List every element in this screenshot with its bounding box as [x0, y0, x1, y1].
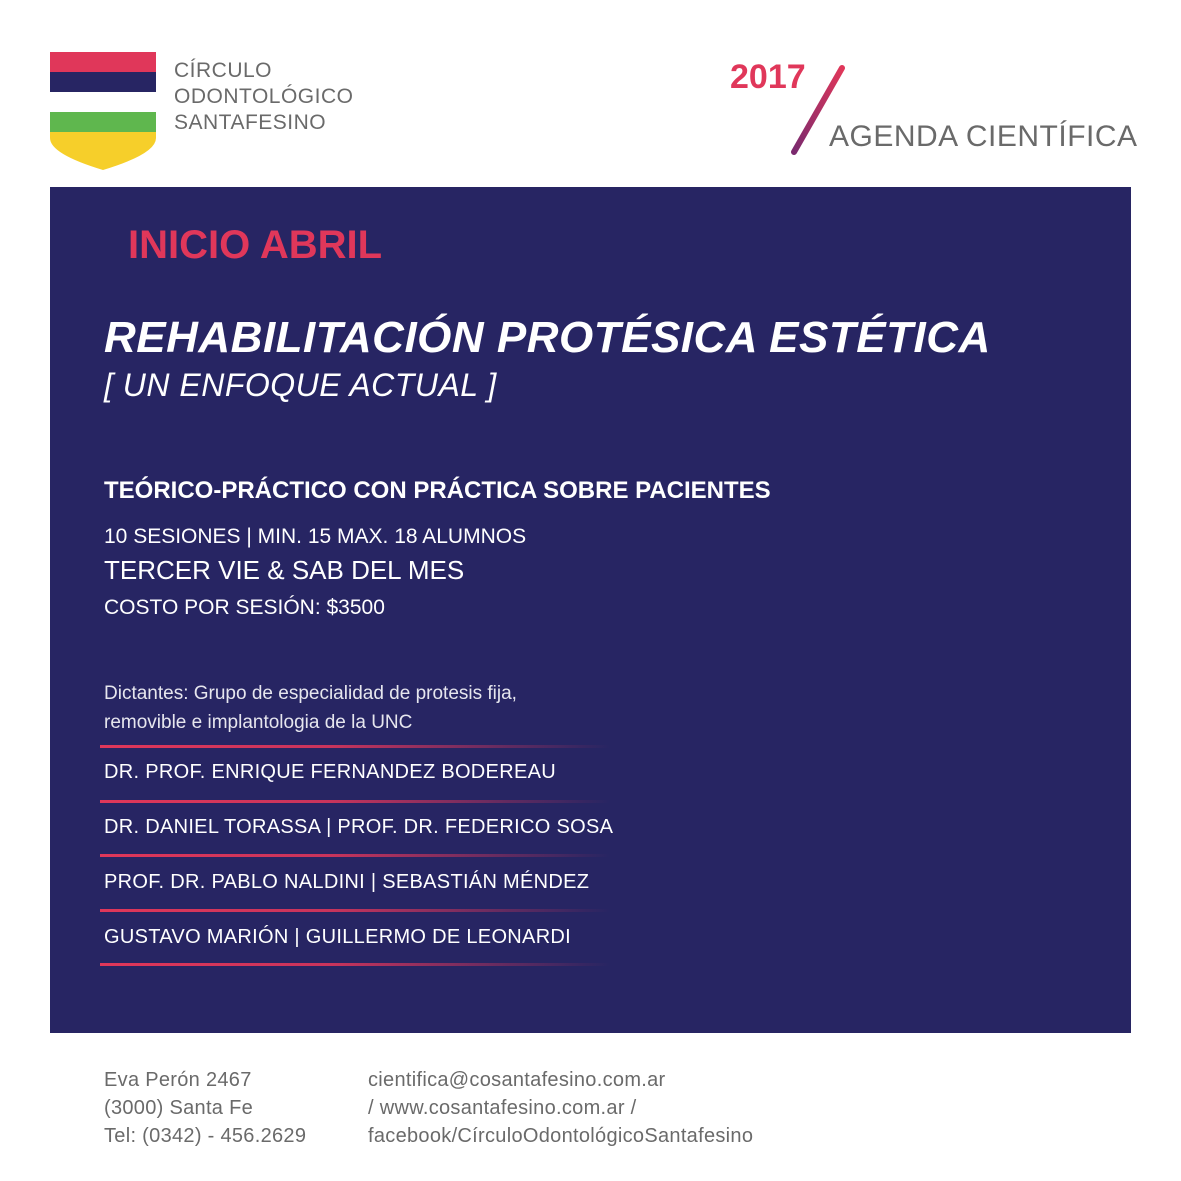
agenda-year: 2017	[730, 58, 806, 96]
course-title: REHABILITACIÓN PROTÉSICA ESTÉTICA	[104, 313, 991, 362]
website-link[interactable]: / www.cosantafesino.com.ar /	[368, 1097, 637, 1119]
org-name-line-2: ODONTOLÓGICO	[174, 85, 354, 108]
contact-online	[368, 1066, 753, 1150]
organization-name	[174, 58, 353, 136]
address-line-2: (3000) Santa Fe	[104, 1097, 254, 1119]
lecturers-line-2: removible e implantologia de la UNC	[104, 712, 413, 733]
teacher-item: PROF. DR. PABLO NALDINI | SEBASTIÁN MÉNDEZ	[104, 871, 590, 893]
divider	[100, 963, 610, 966]
teacher-item: DR. PROF. ENRIQUE FERNANDEZ BODEREAU	[104, 761, 556, 783]
teacher-item: DR. DANIEL TORASSA | PROF. DR. FEDERICO SOSA	[104, 816, 614, 838]
lecturers-description	[104, 679, 664, 737]
divider	[100, 854, 610, 857]
address-line-1: Eva Perón 2467	[104, 1069, 252, 1091]
contact-address	[104, 1066, 306, 1150]
divider	[100, 909, 610, 912]
course-cost: COSTO POR SESIÓN: $3500	[104, 596, 385, 619]
course-subtitle: [ UN ENFOQUE ACTUAL ]	[104, 367, 497, 403]
lecturers-line-1: Dictantes: Grupo de especialidad de protesis fija,	[104, 683, 517, 704]
course-schedule: TERCER VIE & SAB DEL MES	[104, 555, 465, 585]
phone-number: Tel: (0342) - 456.2629	[104, 1125, 307, 1147]
start-date-label: INICIO ABRIL	[128, 223, 383, 267]
org-name-line-1: CÍRCULO	[174, 59, 273, 82]
teacher-item: GUSTAVO MARIÓN | GUILLERMO DE LEONARDI	[104, 926, 572, 948]
divider	[100, 745, 610, 748]
course-modality: TEÓRICO-PRÁCTICO CON PRÁCTICA SOBRE PACIENTES	[104, 477, 771, 504]
course-sessions: 10 SESIONES | MIN. 15 MAX. 18 ALUMNOS	[104, 525, 527, 548]
shield-logo-icon	[50, 52, 156, 170]
facebook-link[interactable]: facebook/CírculoOdontológicoSantafesino	[368, 1125, 754, 1147]
agenda-title: AGENDA CIENTÍFICA	[829, 120, 1138, 153]
divider	[100, 800, 610, 803]
org-name-line-3: SANTAFESINO	[174, 111, 327, 134]
course-panel	[50, 187, 1131, 1033]
email-link[interactable]: cientifica@cosantafesino.com.ar	[368, 1069, 666, 1091]
